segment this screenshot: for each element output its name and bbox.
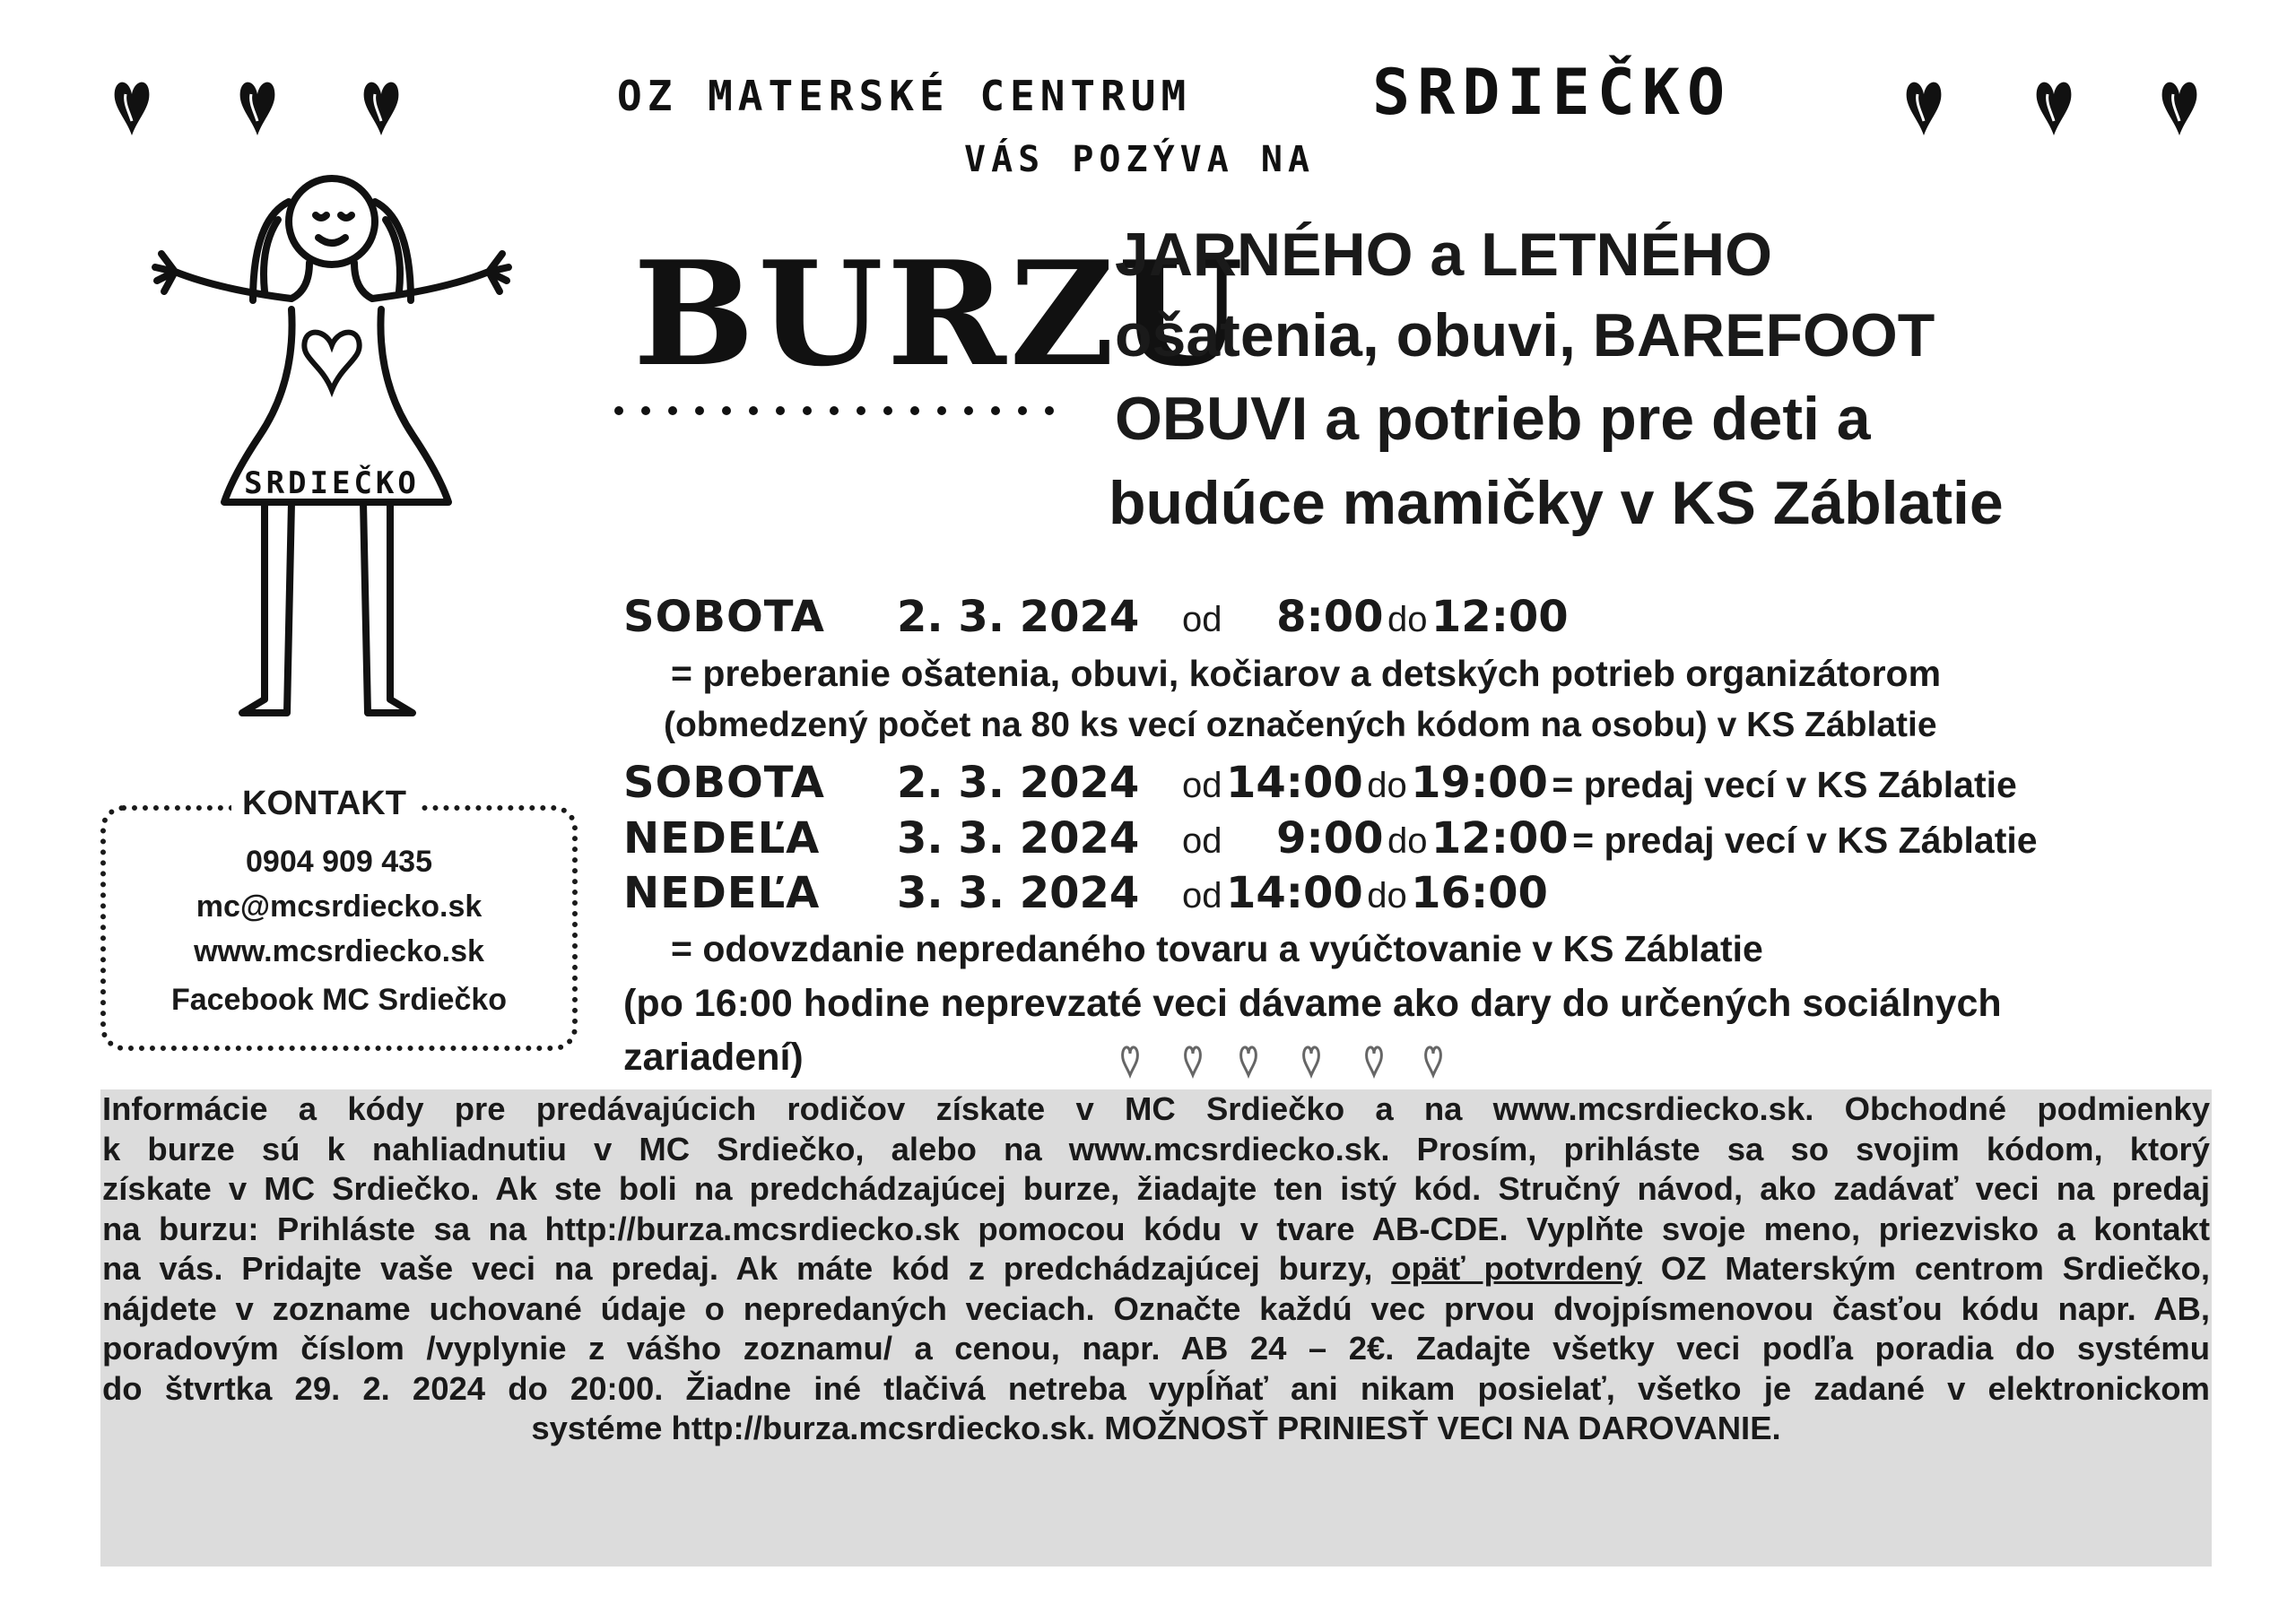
info-line: na burzu: Prihláste sa na http://burza.mcsrdiecko.sk pomocou kódu v tvare AB-CDE. Vyplňte svoje meno, priezvisko a kontakt — [102, 1210, 2210, 1247]
small-hearts — [1119, 1043, 1460, 1079]
schedule-row — [623, 868, 1548, 918]
sat-note-1: = preberanie ošatenia, obuvi, kočiarov a detských potrieb organizátorom — [671, 653, 1942, 694]
srdiecko-figure — [117, 166, 556, 740]
info-line: Informácie a kódy pre predávajúcich rodičov získate v MC Srdiečko a na www.mcsrdiecko.sk. Obchodné podmienky — [102, 1090, 2210, 1127]
heart-icon — [1901, 76, 1946, 139]
schedule-to: 19:00 — [1411, 758, 1548, 808]
schedule-day: NEDEĽA — [623, 813, 821, 864]
event-title-line: JARNÉHO a LETNÉHO — [1115, 221, 1772, 289]
schedule-note: = predaj vecí v KS Záblatie — [1572, 820, 2038, 861]
info-line: poradovým číslom /vyplynie z vášho zoznamu/ a cenou, napr. AB 24 – 2€. Zadajte všetky veci podľa poradia do systému — [102, 1330, 2210, 1367]
schedule-od: od — [1182, 766, 1222, 805]
figure-label: SRDIEČKO — [244, 465, 420, 501]
event-title-line: budúce mamičky v KS Záblatie — [1109, 469, 2004, 537]
schedule-do: do — [1367, 876, 1407, 916]
sun-note-3: zariadení) — [623, 1036, 804, 1079]
schedule-note: = predaj vecí v KS Záblatie — [1552, 764, 2017, 805]
info-text: OZ Materským centrom Srdiečko, — [1660, 1250, 2210, 1287]
kontakt-facebook: Facebook MC Srdiečko — [170, 983, 508, 1017]
schedule-to: 16:00 — [1411, 868, 1548, 918]
schedule-row — [623, 592, 1569, 642]
kontakt-email: mc@mcsrdiecko.sk — [196, 890, 483, 924]
schedule-do: do — [1387, 600, 1428, 639]
heart-icon — [235, 76, 280, 139]
schedule-date: 3. 3. 2024 — [897, 868, 1140, 918]
info-line: do štvrtka 29. 2. 2024 do 20:00. Žiadne iné tlačivá netreba vypĺňať ani nikam posielať, všetko je zadané v elektronickom — [102, 1369, 2210, 1407]
schedule-do: do — [1387, 821, 1428, 861]
schedule-date: 2. 3. 2024 — [897, 758, 1140, 808]
dotted-underline — [610, 402, 1076, 420]
heart-icon — [109, 76, 154, 139]
info-line: k burze sú k nahliadnutiu v MC Srdiečko, alebo na www.mcsrdiecko.sk. Prosím, prihláste sa so svojim kódom, ktorý — [102, 1130, 2210, 1167]
heart-icon — [2157, 76, 2202, 139]
schedule-od: od — [1182, 876, 1222, 916]
heart-icon — [359, 76, 404, 139]
schedule-to: 12:00 — [1431, 592, 1569, 642]
info-block — [100, 1089, 2212, 1567]
schedule-to: 12:00 — [1431, 813, 1569, 864]
schedule-from: 8:00 — [1276, 592, 1384, 642]
kontakt-title: KONTAKT — [231, 785, 417, 823]
info-line: systéme http://burza.mcsrdiecko.sk. MOŽNOSŤ PRINIESŤ VECI NA DAROVANIE. — [531, 1410, 1781, 1446]
schedule-date: 2. 3. 2024 — [897, 592, 1140, 642]
info-line: získate v MC Srdiečko. Ak ste boli na predchádzajúcej burze, žiadajte ten istý kód. Stručný návod, ako zadávať veci na predaj — [102, 1170, 2210, 1207]
schedule-row — [623, 813, 2038, 864]
schedule-from: 14:00 — [1225, 758, 1363, 808]
schedule-date: 3. 3. 2024 — [897, 813, 1140, 864]
org-line: OZ MATERSKÉ CENTRUM — [617, 72, 1192, 120]
kontakt-phone: 0904 909 435 — [246, 845, 432, 879]
sun-note-1: = odovzdanie nepredaného tovaru a vyúčtovanie v KS Záblatie — [671, 928, 1763, 969]
schedule-row — [623, 758, 2017, 808]
schedule-od: od — [1182, 821, 1222, 861]
info-text: na vás. Pridajte vaše veci na predaj. Ak máte kód z predchádzajúcej burzy, — [102, 1250, 1373, 1287]
sun-note-2: (po 16:00 hodine neprevzaté veci dávame ako dary do určených sociálnych — [623, 982, 2002, 1025]
info-line: nájdete v zozname uchované údaje o nepredaných veciach. Označte každú vec prvou dvojpísmenovou časťou kódu napr. AB, — [102, 1289, 2210, 1327]
heart-icon — [2031, 76, 2076, 139]
schedule-od: od — [1182, 600, 1222, 639]
burzu-word: BURZU — [633, 230, 1248, 398]
schedule-do: do — [1367, 766, 1407, 805]
info-underlined: opäť potvrdený — [1391, 1250, 1642, 1287]
event-title-line: ošatenia, obuvi, BAREFOOT — [1115, 301, 1935, 369]
sat-note-2: (obmedzený počet na 80 ks vecí označených kódom na osobu) v KS Záblatie — [664, 706, 1937, 744]
schedule-from: 9:00 — [1276, 813, 1384, 864]
schedule-day: SOBOTA — [623, 758, 825, 808]
schedule-from: 14:00 — [1225, 868, 1363, 918]
schedule-day: NEDEĽA — [623, 868, 821, 918]
schedule-day: SOBOTA — [623, 592, 825, 642]
kontakt-web: www.mcsrdiecko.sk — [194, 934, 484, 968]
info-line — [100, 1249, 2212, 1289]
invite-line: VÁS POZÝVA NA — [964, 139, 1316, 180]
org-name: SRDIEČKO — [1372, 56, 1733, 129]
event-title-line: OBUVI a potrieb pre deti a — [1115, 385, 1871, 453]
